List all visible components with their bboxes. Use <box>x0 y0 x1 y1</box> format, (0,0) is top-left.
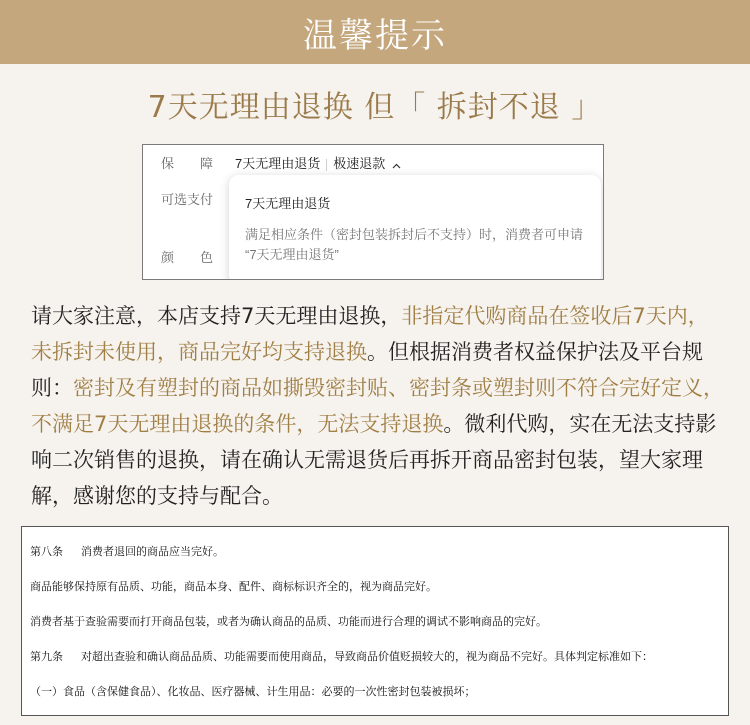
color-label: 颜 色 <box>161 250 214 265</box>
guarantee-row <box>143 153 603 173</box>
guarantee-label: 保 障 <box>161 156 214 171</box>
guarantee-values <box>235 153 401 172</box>
notice-highlight-2: 密封及有塑封的商品如撕毁密封贴、密封条或塑封则不符合完好定义，不满足7天无理由退换的条件，无法支持退换 <box>31 376 724 436</box>
notice-paragraph <box>31 298 727 514</box>
law-line <box>30 543 224 559</box>
law-line: 消费者基于查验需要而打开商品包装，或者为确认商品的品质、功能而进行合理的调试不影响商品的完好。 <box>30 615 547 628</box>
notice-text-1: 请大家注意，本店支持7天无理由退换， <box>31 304 402 328</box>
return-policy-popover <box>229 175 601 280</box>
divider <box>326 159 327 171</box>
popover-description: 满足相应条件（密封包装拆封后不支持）时，消费者可申请 “7天无理由退货” <box>245 227 584 262</box>
seven-day-return-label[interactable]: 7天无理由退货 <box>235 156 321 171</box>
chevron-up-icon[interactable] <box>392 157 401 172</box>
regulation-excerpt <box>21 526 729 716</box>
notice-highlight-1: 非指定代购商品在签收后7天内，未拆封未使用，商品完好均支持退换 <box>31 304 709 364</box>
guarantee-screenshot <box>142 144 604 280</box>
header-banner <box>0 0 750 64</box>
law-line: （一）食品（含保健食品）、化妆品、医疗器械、计生用品：必要的一次性密封包装被损坏； <box>30 685 476 698</box>
law-line: 商品能够保持原有品质、功能，商品本身、配件、商标标识齐全的，视为商品完好。 <box>30 580 437 593</box>
page-title: 温馨提示 <box>303 15 447 56</box>
law-text: 消费者退回的商品应当完好。 <box>81 545 224 558</box>
article-number: 第九条 <box>30 650 63 663</box>
payment-label: 可选支付 <box>161 192 214 207</box>
fast-refund-label[interactable]: 极速退款 <box>333 156 386 171</box>
notice-text-3: 。微利代购，实在无法支持影响二次销售的退换，请在确认无需退货后再拆开商品密封包装，望大家理解，感谢您的支持与配合。 <box>31 412 717 508</box>
law-text: 对超出查验和确认商品品质、功能需要而使用商品，导致商品价值贬损较大的，视为商品不完好。具体判定标准如下： <box>81 650 653 663</box>
article-number: 第八条 <box>30 545 63 558</box>
law-line <box>30 648 653 664</box>
popover-title: 7天无理由退货 <box>245 196 331 211</box>
notice-text-2: 。但根据消费者权益保护法及平台规则： <box>31 340 703 400</box>
return-policy-subtitle: 7天无理由退换 但「 拆封不退 」 <box>147 90 603 125</box>
